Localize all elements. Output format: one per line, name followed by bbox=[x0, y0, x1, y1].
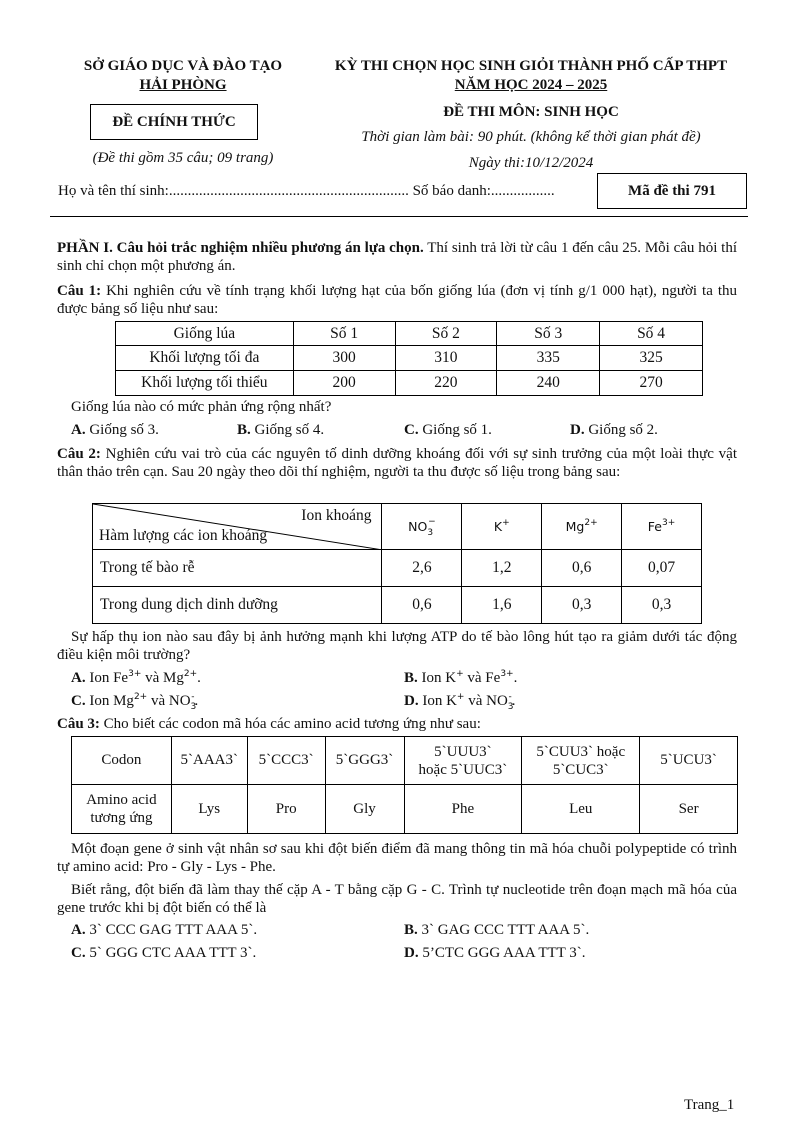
header-divider bbox=[50, 216, 748, 217]
ion-k: K+ bbox=[462, 504, 542, 550]
q3-option-c: C. 5ˋ GGG CTC AAA TTT 3ˋ. bbox=[71, 945, 257, 961]
q2-option-a: A. Ion $Fe^{3+}$ và $Mg^{2+}$. bbox=[71, 669, 201, 686]
q2-question: Sự hấp thụ ion nào sau đây bị ảnh hưởng mạnh khi lượng ATP do tế bào lông hút tạo ra giảm dưới tác động điều kiện môi trường? bbox=[57, 629, 737, 663]
q1-option-a: A. Giống số 3. bbox=[71, 422, 159, 438]
pages-note: (Đề thi gồm 35 câu; 09 trang) bbox=[92, 150, 274, 166]
question-3: Câu 3: Cho biết các codon mã hóa các amino acid tương ứng như sau: bbox=[57, 716, 481, 732]
q1-table bbox=[115, 321, 703, 396]
q1-question: Giống lúa nào có mức phản ứng rộng nhất? bbox=[71, 399, 332, 415]
q3-option-b: B. 3ˋ GAG CCC TTT AAA 5ˋ. bbox=[404, 922, 590, 938]
q3-option-a: A. 3ˋ CCC GAG TTT AAA 5ˋ. bbox=[71, 922, 258, 938]
q3-table bbox=[71, 736, 738, 834]
diagonal-header-cell: Ion khoáng Hàm lượng các ion khoáng bbox=[93, 504, 382, 550]
q2-option-d: D. Ion K+ và $NO_3^-$. bbox=[404, 692, 516, 712]
ion-mg: $Mg^{2+}$ bbox=[542, 504, 622, 550]
q2-table bbox=[92, 503, 702, 624]
table-row: Khối lượng tối đa 300 310 335 325 bbox=[116, 346, 703, 371]
department-name: SỞ GIÁO DỤC VÀ ĐÀO TẠO HẢI PHÒNG bbox=[83, 58, 283, 93]
ion-fe: $Fe^{3+}$ bbox=[622, 504, 702, 550]
question-2: Câu 2: Nghiên cứu vai trò của các nguyên tố dinh dưỡng khoáng đối với sự sinh trưởng của một loài thực vật thân thảo trên cạn. Sau 20 ngày theo dõi thí nghiệm, người ta thu được số liệu trong bảng sau: bbox=[57, 446, 738, 480]
q3-paragraph-1: Một đoạn gene ở sinh vật nhân sơ sau khi đột biến điểm đã mang thông tin mã hóa chuỗi polypeptide có trình tự amino acid: Pro - Gly - Lys - Phe. bbox=[57, 841, 737, 875]
official-label-box: ĐỀ CHÍNH THỨC bbox=[90, 104, 258, 140]
q2-option-c: C. Ion $Mg^{2+}$ và $NO_3^-$. bbox=[71, 692, 199, 712]
table-row: Khối lượng tối thiểu 200 220 240 270 bbox=[116, 371, 703, 396]
q1-option-c: C. Giống số 1. bbox=[404, 422, 492, 438]
question-1: Câu 1: Khi nghiên cứu về tính trạng khối lượng hạt của bốn giống lúa (đơn vị tính g/1 000 hạt), người ta thu được bảng số liệu như sau: bbox=[57, 283, 737, 317]
table-row bbox=[93, 504, 702, 550]
exam-title: KỲ THI CHỌN HỌC SINH GIỎI THÀNH PHỐ CẤP THPT NĂM HỌC 2024 – 2025 bbox=[334, 58, 728, 93]
time-note: Thời gian làm bài: 90 phút. (không kể thời gian phát đề) bbox=[361, 129, 701, 145]
exam-code-box: Mã đề thi 791 bbox=[597, 173, 747, 209]
table-row: Codon 5ˋAAA3ˋ 5ˋCCC3ˋ 5ˋGGG3ˋ 5ˋUUU3ˋ hoặc 5ˋUUC3ˋ 5ˋCUU3ˋ hoặc 5ˋCUC3ˋ 5ˋUCU3ˋ bbox=[72, 737, 738, 785]
q1-option-d: D. Giống số 2. bbox=[570, 422, 658, 438]
table-row: Amino acid tương ứng Lys Pro Gly Phe Leu Ser bbox=[72, 785, 738, 834]
page-number: Trang_1 bbox=[684, 1097, 735, 1113]
q1-option-b: B. Giống số 4. bbox=[237, 422, 325, 438]
exam-date: Ngày thi:10/12/2024 bbox=[468, 155, 594, 171]
q2-option-b: B. Ion K+ và $Fe^{3+}$. bbox=[404, 669, 518, 686]
ion-no3: $NO_3^-$ bbox=[382, 504, 462, 550]
subject-title: ĐỀ THI MÔN: SINH HỌC bbox=[443, 104, 619, 120]
part1-heading: PHẦN I. Câu hỏi trắc nghiệm nhiều phương án lựa chọn. Thí sinh trả lời từ câu 1 đến câu 25. Mỗi câu hỏi thí sinh chỉ chọn một phương án. bbox=[57, 240, 738, 274]
table-row: Trong tế bào rễ 2,6 1,2 0,6 0,07 bbox=[93, 550, 702, 587]
table-row: Giống lúa Số 1 Số 2 Số 3 Số 4 bbox=[116, 322, 703, 346]
q3-paragraph-2: Biết rằng, đột biến đã làm thay thế cặp A - T bằng cặp G - C. Trình tự nucleotide trên đoạn mạch mã hóa của gene trước khi bị đột biến có thể là bbox=[57, 882, 737, 916]
q3-option-d: D. 5’CTC GGG AAA TTT 3ˋ. bbox=[404, 945, 586, 961]
candidate-info-line: Họ và tên thí sinh:................................................................ Số báo danh:................. bbox=[58, 183, 555, 199]
table-row: Trong dung dịch dinh dưỡng 0,6 1,6 0,3 0,3 bbox=[93, 587, 702, 624]
